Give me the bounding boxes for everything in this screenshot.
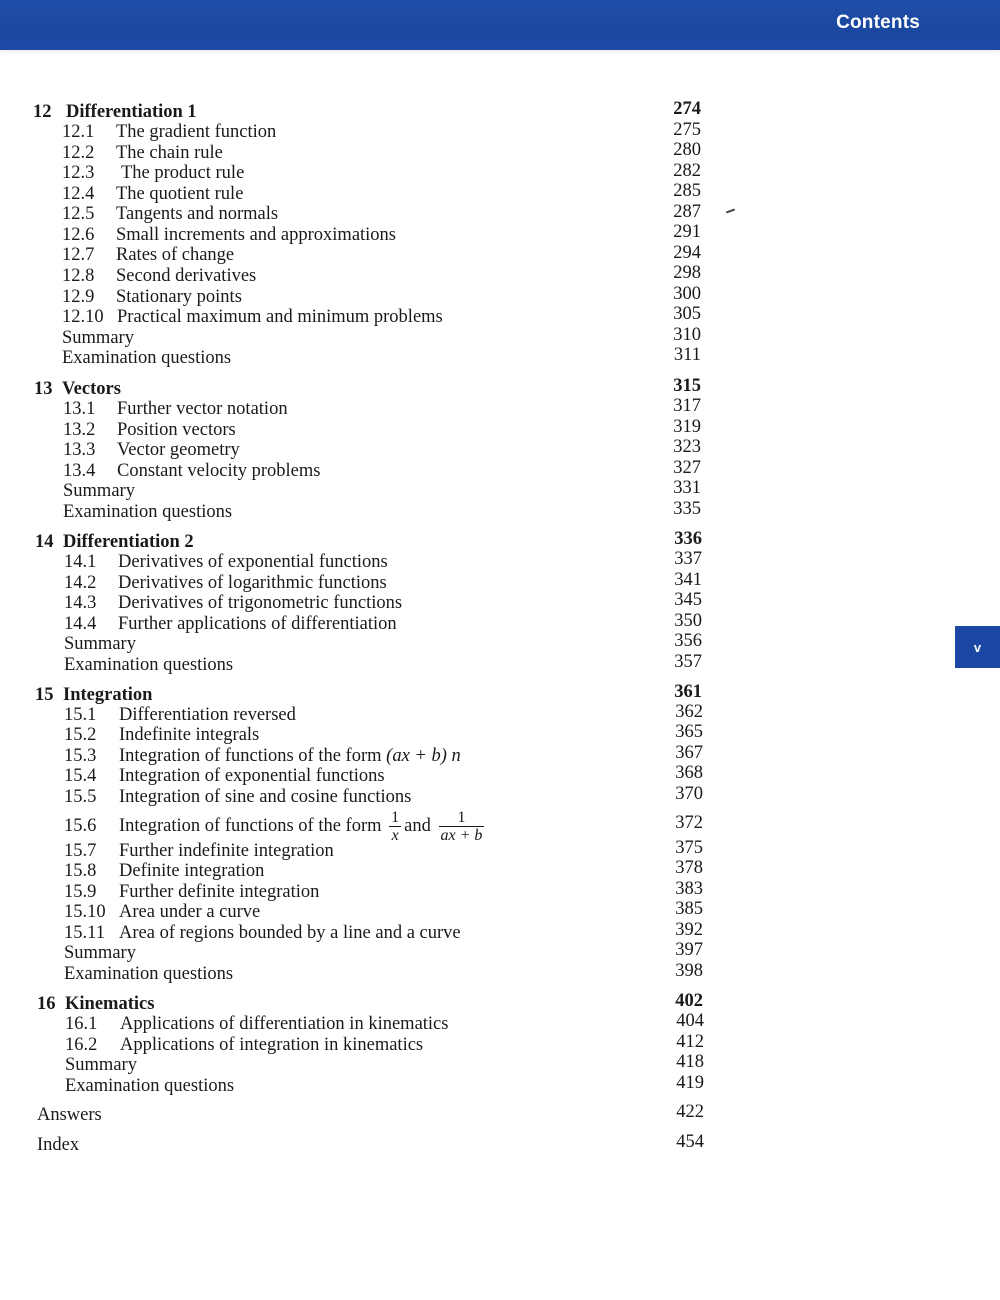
- section-number: 12.8: [62, 266, 95, 286]
- chapter-title: Differentiation 1: [66, 102, 197, 122]
- chapter-page: 402: [675, 991, 703, 1011]
- section-title: Indefinite integrals: [119, 725, 260, 745]
- section-page: 362: [675, 702, 703, 722]
- section-page: 337: [674, 549, 702, 569]
- section-page: 368: [675, 763, 703, 783]
- header-bar: [0, 0, 1000, 50]
- page-number-tab: v: [955, 626, 1000, 668]
- section-number: 16.1: [65, 1014, 98, 1034]
- section-title: Derivatives of logarithmic functions: [118, 573, 387, 593]
- section-title: Summary: [63, 481, 135, 501]
- chapter-number: 14: [35, 532, 54, 552]
- section-number: 13.4: [63, 461, 96, 481]
- section-page: 345: [674, 590, 702, 610]
- section-title: Second derivatives: [116, 266, 257, 286]
- fraction-one-over-ax-plus-b: $\frac{1}{ax + b}$: [440, 809, 483, 845]
- section-number: 15.10: [64, 902, 106, 922]
- section-title: Constant velocity problems: [117, 461, 321, 481]
- page-title: Contents: [836, 12, 920, 33]
- section-page: 291: [673, 222, 701, 242]
- section-page: 305: [673, 304, 701, 324]
- section-title: Applications of integration in kinematics: [120, 1035, 424, 1055]
- section-number: 15.11: [64, 923, 105, 943]
- section-number: 14.2: [64, 573, 97, 593]
- section-title: Integration of sine and cosine functions: [119, 787, 412, 807]
- section-page: 370: [675, 784, 703, 804]
- section-title: Examination questions: [63, 502, 233, 522]
- section-page: 412: [676, 1032, 704, 1052]
- section-number: 15.3: [64, 746, 97, 766]
- section-title: Area of regions bounded by a line and a curve: [119, 923, 461, 943]
- section-page: 300: [673, 284, 701, 304]
- section-title: Area under a curve: [119, 902, 261, 922]
- section-page: 275: [673, 120, 701, 140]
- section-title: Small increments and approximations: [116, 225, 397, 245]
- section-title: Examination questions: [62, 348, 232, 368]
- section-page: 392: [675, 920, 703, 940]
- section-title: Practical maximum and minimum problems: [117, 307, 443, 327]
- section-number: 15.7: [64, 841, 97, 861]
- section-page: 418: [676, 1052, 704, 1072]
- section-page: 367: [675, 743, 703, 763]
- section-title: The quotient rule: [116, 184, 244, 204]
- pen-mark: [726, 209, 735, 214]
- section-number: 14.3: [64, 593, 97, 613]
- section-page: 282: [673, 161, 701, 181]
- section-page: 317: [673, 396, 701, 416]
- section-number: 13.2: [63, 420, 96, 440]
- section-page: 323: [673, 437, 701, 457]
- section-page: 298: [673, 263, 701, 283]
- section-page: 319: [673, 417, 701, 437]
- section-number: 12.3: [62, 163, 95, 183]
- section-page: 294: [673, 243, 701, 263]
- chapter-page: 361: [674, 682, 702, 702]
- section-title: Further definite integration: [119, 882, 320, 902]
- section-title: Examination questions: [64, 655, 234, 675]
- section-number: 12.9: [62, 287, 95, 307]
- section-page: 341: [674, 570, 702, 590]
- section-title: Rates of change: [116, 245, 235, 265]
- section-number: 12.7: [62, 245, 95, 265]
- section-number: 12.5: [62, 204, 95, 224]
- section-number: 12.2: [62, 143, 95, 163]
- back-matter-title: Index: [37, 1135, 80, 1155]
- chapter-title: Kinematics: [65, 994, 155, 1014]
- section-page: 310: [673, 325, 701, 345]
- section-page: 285: [673, 181, 701, 201]
- section-page: 398: [675, 961, 703, 981]
- section-title: The gradient function: [116, 122, 277, 142]
- section-title: Differentiation reversed: [119, 705, 296, 725]
- section-page: 327: [673, 458, 701, 478]
- section-title: Vector geometry: [117, 440, 240, 460]
- section-number: 15.5: [64, 787, 97, 807]
- back-matter-page: 422: [676, 1102, 704, 1122]
- section-page: 335: [673, 499, 701, 519]
- section-title: Examination questions: [64, 964, 234, 984]
- section-number: 12.6: [62, 225, 95, 245]
- section-title: Derivatives of exponential functions: [118, 552, 388, 572]
- section-number: 13.1: [63, 399, 96, 419]
- chapter-number: 16: [37, 994, 56, 1014]
- section-title: Stationary points: [116, 287, 242, 307]
- chapter-page: 336: [674, 529, 702, 549]
- section-page: 350: [674, 611, 702, 631]
- section-number: 14.4: [64, 614, 97, 634]
- section-number: 16.2: [65, 1035, 98, 1055]
- section-title: Position vectors: [117, 420, 236, 440]
- section-page: 397: [675, 940, 703, 960]
- section-number: 12.1: [62, 122, 95, 142]
- section-title: Derivatives of trigonometric functions: [118, 593, 403, 613]
- section-title: Integration of functions of the form: [119, 816, 382, 836]
- back-matter-page: 454: [676, 1132, 704, 1152]
- section-title: Summary: [64, 943, 136, 963]
- section-number: 15.6: [64, 816, 97, 836]
- section-title: Definite integration: [119, 861, 265, 881]
- section-page: 383: [675, 879, 703, 899]
- section-page: 356: [674, 631, 702, 651]
- section-page: 331: [673, 478, 701, 498]
- back-matter-title: Answers: [37, 1105, 102, 1125]
- chapter-page: 315: [673, 376, 701, 396]
- section-page: 365: [675, 722, 703, 742]
- section-title: Further indefinite integration: [119, 841, 334, 861]
- chapter-title: Differentiation 2: [63, 532, 194, 552]
- section-page: 404: [676, 1011, 704, 1031]
- section-page: 311: [673, 345, 701, 365]
- chapter-title: Integration: [63, 685, 153, 705]
- section-title: Further vector notation: [117, 399, 288, 419]
- section-title: Examination questions: [65, 1076, 235, 1096]
- fraction-one-over-x: $\frac{1}{x}$: [391, 809, 400, 845]
- section-page: 372: [675, 813, 703, 833]
- section-page: 280: [673, 140, 701, 160]
- chapter-number: 15: [35, 685, 54, 705]
- section-title: The product rule: [121, 163, 245, 183]
- section-title: Integration of exponential functions: [119, 766, 385, 786]
- section-page: 419: [676, 1073, 704, 1093]
- chapter-number: 13: [34, 379, 53, 399]
- section-number: 14.1: [64, 552, 97, 572]
- section-page: 357: [674, 652, 702, 672]
- section-number: 12.10: [62, 307, 104, 327]
- chapter-title: Vectors: [62, 379, 121, 399]
- chapter-page: 274: [673, 99, 701, 119]
- section-title: Summary: [62, 328, 134, 348]
- section-page: 287: [673, 202, 701, 222]
- section-number: 15.8: [64, 861, 97, 881]
- section-title: Tangents and normals: [116, 204, 279, 224]
- section-page: 375: [675, 838, 703, 858]
- section-title: Summary: [65, 1055, 137, 1075]
- section-title: Further applications of differentiation: [118, 614, 397, 634]
- section-number: 15.1: [64, 705, 97, 725]
- section-number: 13.3: [63, 440, 96, 460]
- section-title: Summary: [64, 634, 136, 654]
- section-number: 15.9: [64, 882, 97, 902]
- section-number: 15.4: [64, 766, 97, 786]
- section-number: 15.2: [64, 725, 97, 745]
- chapter-number: 12: [33, 102, 52, 122]
- section-title: Integration of functions of the form: [119, 746, 382, 766]
- section-page: 378: [675, 858, 703, 878]
- math-expression: (ax + b) n: [386, 746, 461, 766]
- section-number: 12.4: [62, 184, 95, 204]
- section-page: 385: [675, 899, 703, 919]
- section-title: Applications of differentiation in kinematics: [120, 1014, 449, 1034]
- section-title: The chain rule: [116, 143, 223, 163]
